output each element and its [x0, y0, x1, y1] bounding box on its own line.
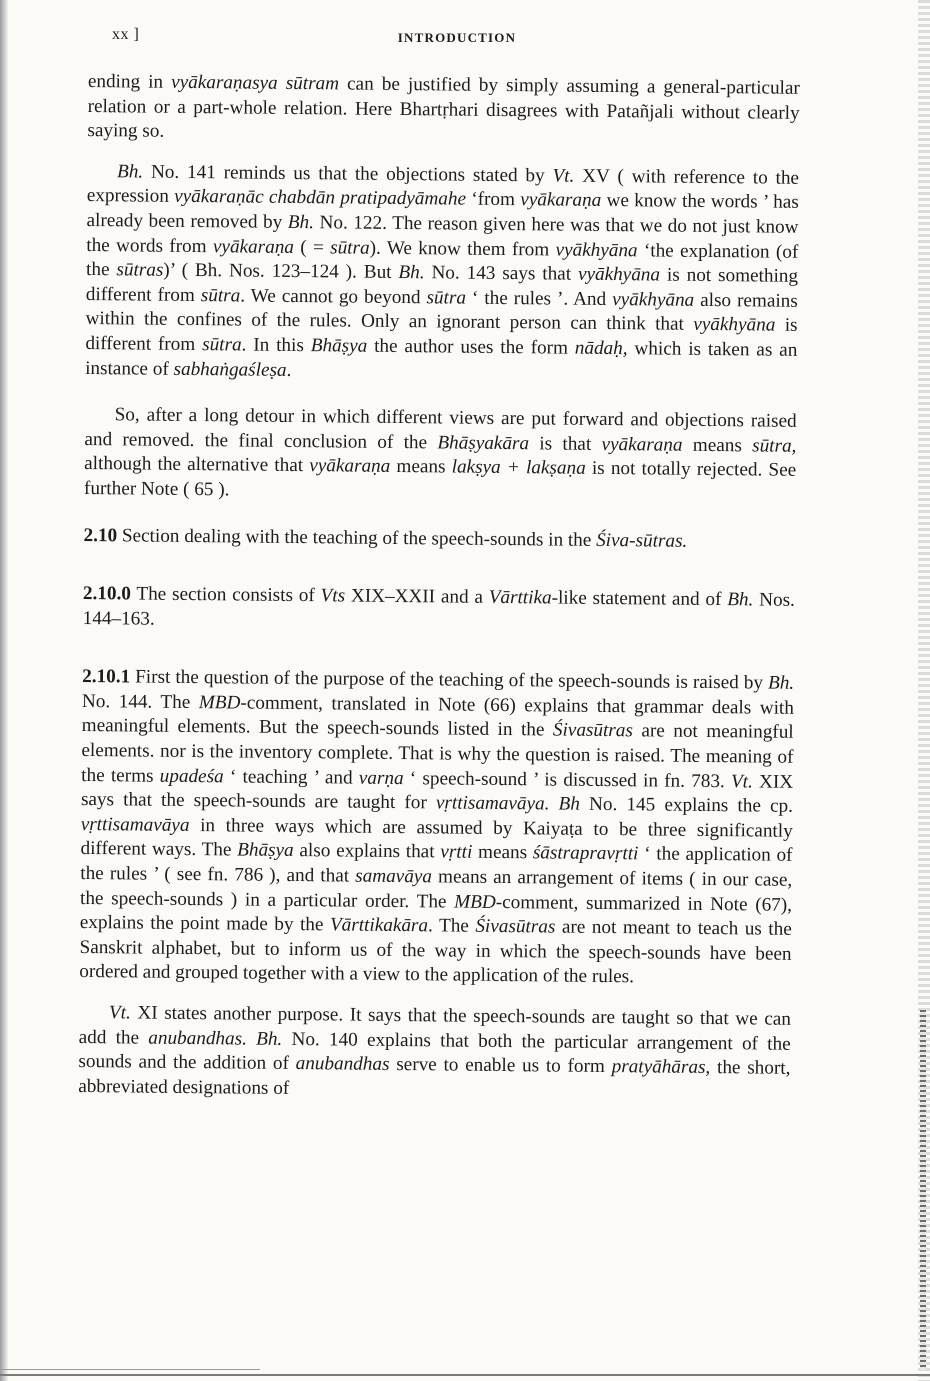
italic-term: Bh.: [287, 211, 315, 234]
text-run: ending in: [87, 70, 172, 93]
italic-term: Bh.: [727, 589, 754, 611]
text-run: ‘from: [465, 189, 521, 211]
text-run: is that: [528, 432, 602, 455]
italic-term: vṛtti: [440, 841, 473, 864]
italic-term: upadeśa: [159, 765, 224, 787]
page-number: xx ]: [112, 26, 140, 43]
italic-term: vyākhyāna: [693, 314, 776, 336]
text-run: )’ ( Bh. Nos. 123–124 ). But: [163, 259, 399, 284]
italic-term: śāstrapravṛtti: [532, 842, 639, 865]
page-header: [112, 26, 802, 52]
italic-term: vyākhyāna: [577, 263, 661, 286]
text-run: No. 144. The: [81, 690, 199, 713]
running-title: INTRODUCTION: [397, 30, 517, 45]
text-run: is not something different from: [85, 264, 799, 306]
italic-term: sabhaṅgaśleṣa: [173, 358, 287, 381]
italic-term: vyākaraṇasya sūtram: [171, 71, 340, 95]
text-run: are not meant to teach us the Sanskrit alphabet, but to inform us of the way in which the speech-sounds have been ordered and grouped together with a view to the application of the rules.: [79, 916, 792, 988]
text-run: . In this: [241, 334, 311, 357]
text-run: -like statement and of: [551, 587, 728, 611]
italic-term: Śivasūtras: [552, 719, 633, 742]
italic-term: vyākhyāna: [612, 288, 695, 311]
italic-term: vṛttisamavāya.: [435, 792, 550, 815]
italic-term: Śiva-sūtras.: [596, 529, 688, 552]
scan-left-edge: [0, 0, 8, 1381]
text-run: Section dealing with the teaching of the speech-sounds in the: [117, 524, 597, 551]
italic-term: vyākaraṇa: [601, 433, 683, 456]
text-run: [549, 794, 558, 815]
italic-term: Bh.: [116, 161, 144, 183]
italic-term: anubandhas.: [148, 1027, 248, 1050]
italic-term: vyākaraṇa: [309, 455, 391, 478]
italic-term: Bh.: [767, 672, 795, 695]
italic-term: vyākaraṇāc chabdān pratipadyāmahe: [174, 186, 467, 211]
text-run: is different from: [85, 314, 798, 356]
text-run: Nos. 144–163.: [82, 589, 796, 630]
text-run: ). We know them from: [369, 237, 556, 261]
text-run: ‘ the application of the rules ’ ( see fn. 786 ), and that: [80, 843, 793, 887]
text-run: No. 140 explains that both the particular arrangement of the sounds and the addition of: [78, 1028, 791, 1075]
italic-term: Vārttikakāra: [329, 914, 429, 937]
italic-term: Bh: [558, 793, 581, 816]
text-run: No. 143 says that: [424, 262, 579, 285]
text-run: means: [390, 456, 452, 478]
italic-term: vyākaraṇa: [212, 235, 295, 258]
text-run: XI states another purpose. It says that the speech-sounds are taught so that we can add the: [78, 1002, 792, 1049]
section-2-10-1: [79, 665, 794, 992]
text-run: XV ( with reference to the expression: [86, 165, 800, 208]
italic-term: Bhāṣya: [237, 839, 294, 862]
text-run: are not meaningful elements. nor is the inventory complete. That is why the question is raised. The meaning of the terms: [81, 720, 794, 787]
italic-term: Vt.: [108, 1002, 131, 1024]
italic-term: Vts: [320, 585, 346, 607]
text-run: ( =: [293, 236, 331, 258]
italic-term: varṇa: [358, 767, 404, 789]
italic-term: sūtra,: [752, 435, 797, 457]
section-number: 2.10.0: [82, 583, 132, 605]
text-run: means: [472, 842, 533, 864]
italic-term: Śivasūtras: [475, 915, 556, 938]
italic-term: Vt.: [552, 165, 575, 187]
italic-term: sūtras: [116, 259, 164, 281]
text-run: . We cannot go beyond: [240, 285, 427, 309]
text-run: -comment, translated in Note (66) explains that grammar deals with meaningful elements. But the speech-sounds listed in the: [81, 692, 795, 741]
text-run: First the question of the purpose of the teaching of the speech-sounds is raised by: [130, 666, 769, 694]
text-run: ‘ speech-sound ’ is discussed in fn. 783.: [403, 767, 732, 792]
paragraph-vt-xi: [78, 1001, 791, 1106]
italic-term: sūtra: [426, 287, 467, 309]
text-run: is not totally rejected. See further Note ( 65 ).: [83, 458, 797, 501]
paragraph-continuation: [87, 70, 800, 151]
italic-term: vyākaraṇa: [520, 189, 602, 212]
text-run: . The: [427, 915, 476, 937]
text-run: No. 122. The reason given here was that we do not just know the words from: [86, 212, 799, 257]
text-run: the author uses the form: [367, 335, 575, 359]
text-run: means: [682, 434, 753, 457]
italic-term: Bh.: [398, 262, 425, 284]
text-run: which is taken as an instance of: [85, 338, 798, 380]
section-2-10-0: [83, 582, 795, 638]
paragraph-bh-141: [85, 160, 799, 388]
text-run: No. 145 explains the cp.: [579, 794, 794, 818]
text-run: the short, abbreviated designations of: [78, 1057, 791, 1099]
text-run: -comment, summarized in Note (67), explains the point made by the: [79, 891, 793, 936]
italic-term: sūtra: [202, 334, 242, 356]
text-run: No. 141 reminds us that the objections stated by: [143, 161, 553, 187]
text-run: ‘ teaching ’ and: [223, 765, 359, 789]
text-run: So, after a long detour in which different views are put forward and objections raised and removed. the final conclusion of the: [84, 404, 797, 454]
paragraph-conclusion: [84, 403, 797, 508]
text-run: also remains within the confines of the rules. Only an ignorant person can think that: [85, 289, 798, 336]
italic-term: Bhāṣya: [310, 335, 368, 357]
text-run: .: [286, 359, 292, 381]
italic-term: anubandhas: [295, 1053, 390, 1076]
italic-term: lakṣya + lakṣaṇa: [451, 456, 586, 480]
text-run: also explains that: [293, 840, 441, 863]
text-run: we know the words ’ has already been removed by: [86, 190, 799, 233]
italic-term: Bh.: [256, 1028, 283, 1050]
italic-term: MBD: [454, 891, 496, 913]
text-run: in three ways which are assumed by Kaiyaṭa to be three significantly different ways. The: [80, 814, 793, 861]
section-number: 2.10: [83, 524, 118, 546]
italic-term: sūtra: [200, 284, 241, 307]
text-run: The section consists of: [130, 583, 321, 607]
section-2-10: [83, 523, 795, 554]
italic-term: vyākhyāna: [555, 239, 638, 261]
text-run: means an arrangement of items ( in our case, the speech-sounds ) in a particular order. The: [79, 866, 793, 913]
italic-term: sūtra: [330, 236, 370, 259]
italic-term: samavāya: [355, 865, 433, 888]
italic-term: Vt.: [730, 770, 753, 793]
italic-term: Bhāṣyakāra: [437, 432, 530, 454]
section-number: 2.10.1: [82, 666, 131, 688]
text-run: can be justified by simply assuming a general-particular relation or a part-whole relation. Here Bhartṛhari disagrees with Patañjali without clearly saying so.: [87, 73, 800, 142]
scan-bottom-line: [0, 1369, 260, 1370]
text-run: ‘the explanation (of the: [85, 239, 799, 281]
italic-term: vṛttisamavāya: [80, 813, 190, 836]
text-run: ‘ the rules ’. And: [465, 287, 613, 310]
text-run: XIX says that the speech-sounds are taught for: [80, 771, 794, 814]
page-body: [78, 70, 800, 1106]
text-run: although the alternative that: [84, 453, 310, 477]
italic-term: nādaḥ,: [574, 337, 628, 360]
scan-right-mark: [920, 1010, 926, 1370]
scan-bottom-rule: [0, 1374, 930, 1376]
text-run: serve to enable us to form: [389, 1054, 612, 1078]
italic-term: pratyāhāras,: [611, 1056, 711, 1079]
text-run: XIX–XXII and a: [345, 585, 489, 608]
italic-term: Vārttika: [488, 586, 552, 609]
italic-term: MBD: [198, 691, 241, 714]
